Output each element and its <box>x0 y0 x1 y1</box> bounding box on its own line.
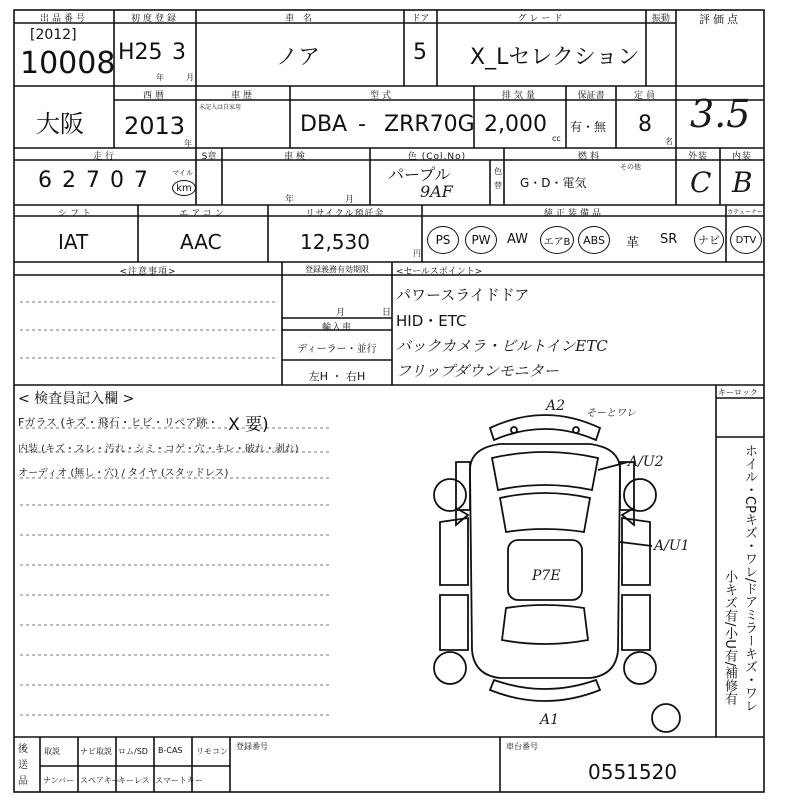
inspection-label: 車検 <box>283 152 308 162</box>
after-item: キーレス <box>118 776 150 785</box>
expiry-month: 月 <box>336 308 346 318</box>
chassis-label: 車台番号 <box>506 742 538 751</box>
doors-label: ドア <box>411 14 430 24</box>
sales-point: パワースライドドア <box>396 286 530 304</box>
after-item: ナンバー <box>43 776 75 785</box>
after-item: ナビ取説 <box>80 747 112 756</box>
steering-option: 左H ・ 右H <box>308 370 366 383</box>
expiry-day: 日 <box>382 308 392 318</box>
grade-label: グレード <box>517 14 566 24</box>
mark-a1: A1 <box>540 712 560 728</box>
score-label: 評価点 <box>699 13 741 26</box>
key-lock-label: キーロック <box>718 388 758 397</box>
capacity-label: 定員 <box>633 91 658 101</box>
sales-label: <セールスポイント> <box>396 267 483 277</box>
lot-number: 10008 <box>20 46 116 81</box>
mark-center: P7E <box>532 568 561 584</box>
equipment-aw: AW <box>507 232 529 247</box>
equipment-abs: ABS <box>578 226 610 254</box>
reg-year-unit: 年 <box>156 73 164 82</box>
s-label: S章 <box>201 152 217 162</box>
cassette-label: カテューナー <box>727 209 763 216</box>
displacement-label: 排気量 <box>501 91 538 101</box>
mileage-digit: 0 <box>110 168 124 193</box>
mile-unit: マイル <box>172 169 193 177</box>
model-dash: - <box>358 112 366 137</box>
reg-expiry-label: 登録義務有効期限 <box>305 265 369 274</box>
after-item: 取説 <box>44 747 60 756</box>
fuel-label: 燃料 <box>577 152 602 162</box>
chassis-number: 0551520 <box>588 760 678 784</box>
displacement: 2,000 <box>484 112 547 137</box>
fuel-options: G・D・電気 <box>520 176 587 190</box>
sales-point: バックカメラ・ビルトインETC <box>396 337 608 355</box>
equipment-leather: 革 <box>626 236 640 251</box>
equipment-dtv: DTV <box>730 226 762 254</box>
shift-value: IAT <box>58 230 89 254</box>
lot-label: 出品番号 <box>39 14 88 24</box>
inspect-month-unit: 月 <box>345 195 355 205</box>
color-value: パープル <box>388 165 451 184</box>
mileage-digit: 2 <box>62 168 76 193</box>
region: 大阪 <box>36 110 84 138</box>
mark-a2: A2 <box>546 398 566 414</box>
color-change: 色替 <box>494 167 502 190</box>
mileage-digit: 7 <box>86 168 100 193</box>
caution-label: <注意事項> <box>119 267 177 277</box>
recycle-label: リサイクル預託金 <box>305 209 385 219</box>
after-item: リモコン <box>196 747 228 756</box>
equipment-ps: PS <box>427 226 459 254</box>
after-item: スペアキー <box>80 776 120 785</box>
history-note: 未記入は自家用 <box>199 104 242 111</box>
car-name: ノア <box>276 45 321 70</box>
equipment-navi: ナビ <box>694 226 724 254</box>
reg-number-label: 登録番号 <box>236 742 268 751</box>
inspector-right-text-wheel: ホイル・CPキズ・ワレ/ドアミラーキズ・ワレ <box>742 444 757 713</box>
mark-a2-note: そーとワレ <box>586 408 636 419</box>
model-label: 型式 <box>369 91 394 101</box>
after-items-label: 後送品 <box>18 744 28 787</box>
model-prefix: DBA <box>300 112 348 137</box>
recycle-value: 12,530 <box>300 230 370 254</box>
after-item: ロム/SD <box>118 747 148 756</box>
mileage-digit: 6 <box>38 168 52 193</box>
sales-point: フリップダウンモニター <box>396 362 559 380</box>
after-item: B-CAS <box>158 746 183 755</box>
inspector-line-audio-tire: オーディオ (無し・穴) / タイヤ (スタッドレス) <box>18 468 229 479</box>
interior-grade: B <box>732 166 753 199</box>
capacity-unit: 名 <box>665 137 673 146</box>
import-option: ディーラー・並行 <box>297 344 377 355</box>
after-item: スマートキー <box>155 776 203 785</box>
car-name-label: 車 名 <box>285 14 315 24</box>
interior-label: 内装 <box>731 152 752 162</box>
yen-unit: 円 <box>413 249 421 258</box>
warranty-value: 有・無 <box>570 120 607 134</box>
model-code: ZRR70G <box>384 112 475 137</box>
doors: 5 <box>413 40 427 65</box>
reg-month: 3 <box>172 40 186 65</box>
exterior-grade: C <box>690 166 712 199</box>
vibration-label: 振動 <box>651 14 670 24</box>
inspector-line-interior: 内装 (キズ・スレ・汚れ・シミ・コゲ・穴・キレ・破れ・剥れ) <box>18 444 299 455</box>
year-label: 西暦 <box>142 91 167 101</box>
exterior-label: 外装 <box>687 152 708 162</box>
first-reg-label: 初度登録 <box>130 14 179 24</box>
score-value: 3.5 <box>690 92 751 136</box>
sales-point: HID・ETC <box>396 312 467 330</box>
mileage-digit: 7 <box>134 168 148 193</box>
import-label: 輸入車 <box>321 323 352 333</box>
lot-year: [2012] <box>30 27 77 43</box>
warranty-label: 保証書 <box>577 91 605 101</box>
aircon-value: AAC <box>180 230 222 254</box>
history-label: 車歴 <box>230 91 255 101</box>
mileage-digits <box>38 168 158 193</box>
color-number: 9AF <box>420 182 453 201</box>
grade: X_Lセレクション <box>470 45 640 70</box>
inspector-line-glass: Fガラス (キズ・飛石・ヒビ・リペア跡・ <box>18 416 219 429</box>
inspector-glass-mark: X 要) <box>228 415 269 435</box>
equipment-pw: PW <box>465 226 497 254</box>
year: 2013 <box>124 112 186 140</box>
mark-aw1: A/U1 <box>654 538 690 554</box>
equipment-label: 純正装備品 <box>543 209 604 219</box>
equipment-airbag: エアB <box>540 226 574 254</box>
capacity: 8 <box>638 112 652 137</box>
equipment-sr: SR <box>660 232 678 247</box>
reg-era: H25 <box>118 40 163 65</box>
year-unit: 年 <box>184 139 192 148</box>
fuel-other: その他 <box>620 163 641 171</box>
inspect-year-unit: 年 <box>285 195 295 205</box>
km-unit: km <box>172 180 196 196</box>
reg-month-unit: 月 <box>186 73 194 82</box>
cc-unit: cc <box>552 134 561 143</box>
inspector-right-text-minor: 小キズ有/小U有/補修有 <box>722 570 737 706</box>
mark-aw2: A/U2 <box>628 454 664 470</box>
color-label: 色 (Col.No) <box>407 152 467 162</box>
mileage-label: 走行 <box>92 152 117 162</box>
inspector-title: < 検査員記入欄 > <box>18 391 135 407</box>
shift-label: シフト <box>57 209 94 219</box>
aircon-label: エアコン <box>179 209 227 219</box>
